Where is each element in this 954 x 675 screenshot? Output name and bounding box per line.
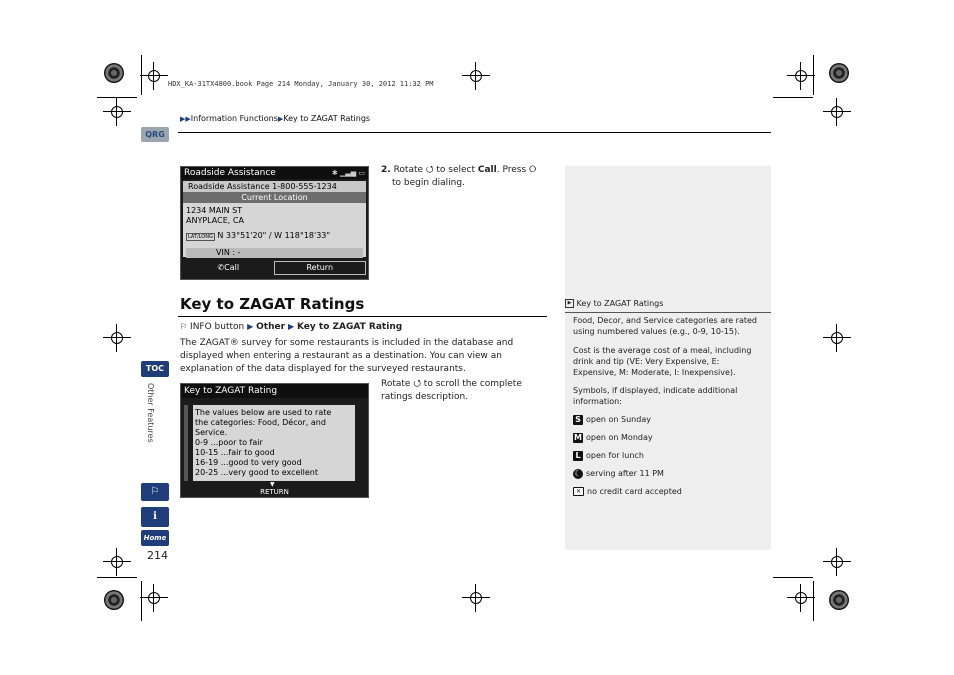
current-location-bar: Current Location [183, 192, 366, 203]
registration-target-icon [829, 590, 849, 610]
call-button[interactable]: ✆Call [217, 263, 240, 272]
crosshair-icon [829, 554, 845, 570]
breadcrumb-link-information-functions[interactable]: Information Functions [190, 114, 278, 123]
breadcrumb [180, 114, 370, 123]
location-panel [183, 203, 366, 257]
section-title: Key to ZAGAT Ratings [180, 295, 365, 313]
moon-icon: ☾ [574, 468, 582, 478]
notes-sidebar [565, 166, 771, 550]
screen-title: Roadside Assistance [184, 168, 276, 178]
screen-title-bar [181, 167, 368, 179]
crosshair-icon [829, 104, 845, 120]
sidebar-heading: ▶ Key to ZAGAT Ratings [565, 298, 663, 309]
section-rule [178, 316, 547, 317]
step-number: 2. [381, 165, 391, 175]
step-2: 2. Rotate ⭯ to select Call. Press ⭘ to begin dialing. [381, 165, 537, 188]
symbol-no-credit-card: ✕ no credit card accepted [573, 486, 682, 497]
crosshair-icon [793, 68, 809, 84]
home-icon[interactable]: Home [141, 530, 169, 546]
screen-title: Key to ZAGAT Rating [181, 384, 368, 398]
crosshair-icon [468, 590, 484, 606]
breadcrumb-separator: ▶ [277, 115, 284, 123]
rotate-note: Rotate ⭯ to scroll the complete ratings description. [381, 379, 522, 402]
symbol-sunday: S open on Sunday [573, 414, 651, 425]
signal-status-icon: ✱ ▁▃▅ ▭ [331, 169, 365, 177]
crosshair-icon [829, 330, 845, 346]
lunch-symbol-icon: L [573, 451, 583, 461]
print-header: HDX_KA-31TX4800.book Page 214 Monday, January 30, 2012 11:32 PM [168, 80, 434, 88]
address-line-2: ANYPLACE, CA [186, 216, 244, 225]
scroll-down-icon[interactable]: ▼ [270, 481, 275, 488]
symbol-lunch: L open for lunch [573, 450, 644, 461]
roadside-assistance-screen [180, 166, 369, 280]
crosshair-icon [468, 68, 484, 84]
address-line-1: 1234 MAIN ST [186, 206, 243, 215]
phone-line: Roadside Assistance 1-800-555-1234 [183, 181, 366, 192]
symbol-late-night: ☾ serving after 11 PM [574, 468, 664, 478]
registration-target-icon [104, 590, 124, 610]
voice-path-icon: ⚐ [180, 322, 188, 331]
scrollbar[interactable] [184, 405, 188, 481]
crosshair-icon [146, 68, 162, 84]
call-keyword: Call [477, 165, 497, 175]
coordinates-row [186, 231, 363, 242]
crosshair-icon [146, 590, 162, 606]
voice-command-icon[interactable]: ⚐ [141, 483, 169, 501]
latlong-badge: LAT/LONG [188, 234, 213, 240]
sidebar-para-2: Cost is the average cost of a meal, including drink and tip (VE: Very Expensive, E: Expensive, M: Moderate, I: Inexpensive). [573, 346, 752, 377]
sunday-symbol-icon: S [573, 415, 583, 425]
screen-action-row [183, 261, 366, 275]
toc-tab[interactable]: TOC [141, 361, 169, 377]
sidebar-rule [565, 312, 771, 313]
crosshair-icon [109, 554, 125, 570]
sidebar-para-3: Symbols, if displayed, indicate additional information: [573, 386, 738, 406]
navigation-path: ⚐ INFO button ▶ Other ▶ Key to ZAGAT Rating [180, 322, 403, 332]
info-index-icon[interactable]: i [141, 507, 169, 527]
crosshair-icon [109, 330, 125, 346]
return-button[interactable]: Return [274, 261, 367, 275]
note-icon: ▶ [565, 299, 574, 308]
breadcrumb-prefix: ▶▶ [180, 115, 191, 123]
registration-target-icon [104, 63, 124, 83]
breadcrumb-current: Key to ZAGAT Ratings [283, 114, 371, 123]
press-dial-icon: ⭘ [529, 165, 537, 175]
header-rule [178, 132, 771, 133]
sidebar-para-1: Food, Decor, and Service categories are rated using numbered values (e.g., 0-9, 10-15). [573, 316, 758, 336]
registration-target-icon [829, 63, 849, 83]
description-panel: The values below are used to rate the categories: Food, Décor, and Service. 0-9 ...poor to fair 10-15 ...fair to good 16-19 ...good to very good 20-25 ...very good to excellent [193, 405, 355, 481]
monday-symbol-icon: M [574, 432, 582, 442]
symbol-monday: M open on Monday [574, 432, 653, 442]
qrg-tab[interactable]: QRG [141, 127, 169, 142]
vin-field: VIN : - [186, 248, 363, 258]
crosshair-icon [793, 590, 809, 606]
return-button[interactable]: RETURN [260, 488, 289, 496]
page-number: 214 [147, 549, 168, 562]
no-credit-card-icon: ✕ [573, 487, 584, 496]
coordinates: N 33°51'20" / W 118°18'33" [217, 231, 331, 240]
phone-icon: ✆ [217, 263, 225, 272]
zagat-rating-screen [180, 383, 369, 498]
section-paragraph: The ZAGAT® survey for some restaurants is included in the database and displayed when entering a restaurant as a destination. You can view an explanation of the data displayed for the surveyed restaurants. [180, 338, 514, 374]
section-vertical-label: Other Features [146, 383, 155, 443]
interface-dial-icon: ⭯ [413, 379, 421, 389]
crosshair-icon [109, 104, 125, 120]
interface-dial-icon: ⭯ [425, 165, 434, 175]
